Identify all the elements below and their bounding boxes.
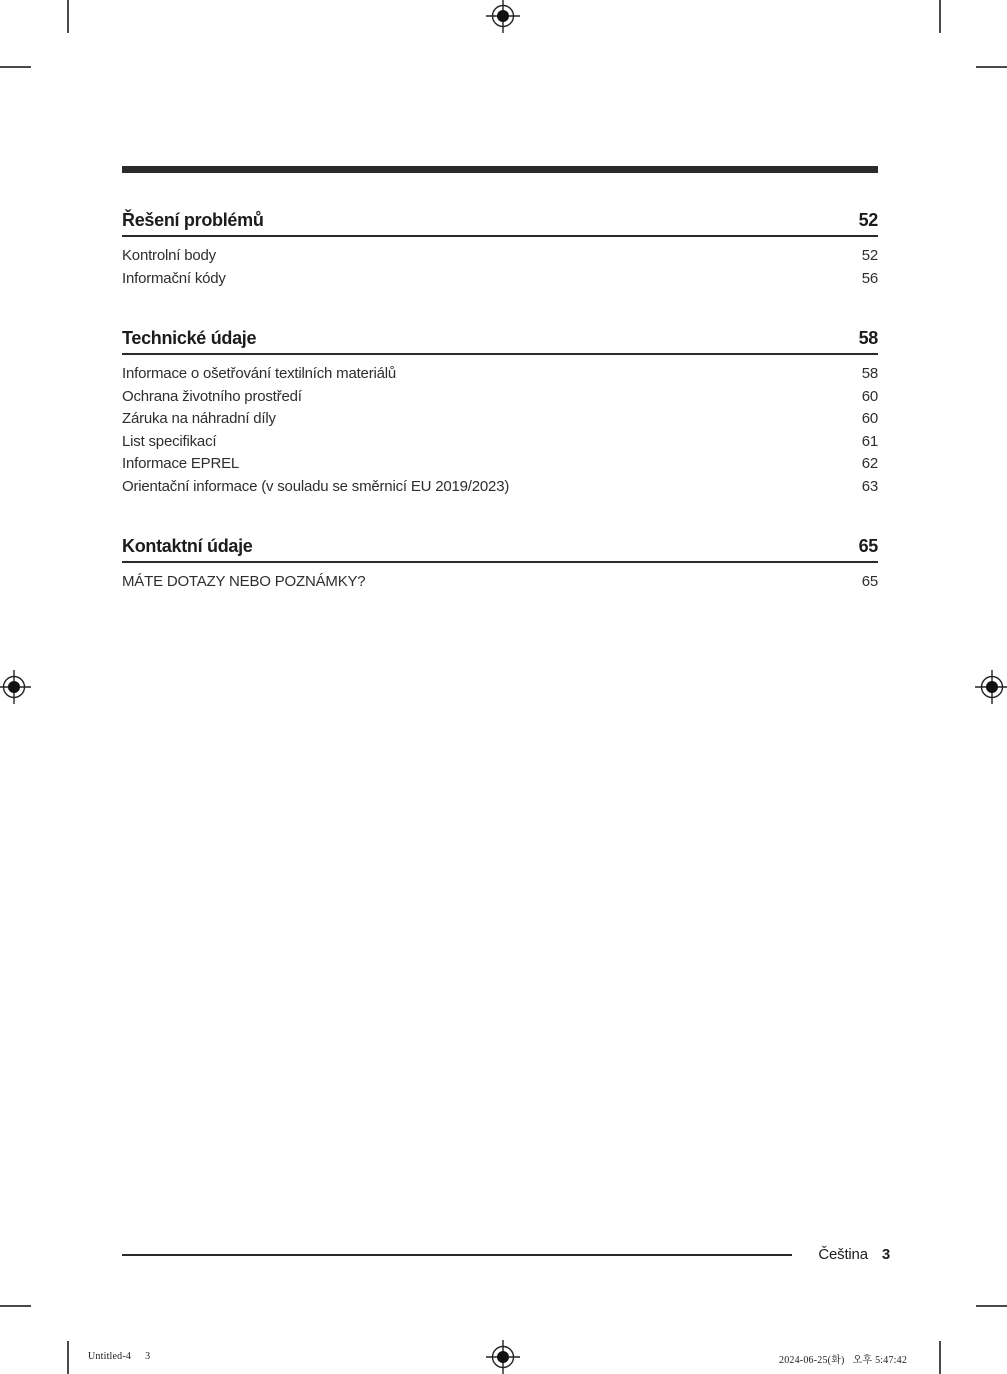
toc-content bbox=[122, 166, 878, 594]
registration-mark-left-middle-icon bbox=[0, 670, 31, 704]
toc-entry-page-number: 56 bbox=[861, 269, 878, 287]
crop-mark-bottom-right-vertical bbox=[939, 1341, 941, 1374]
footer-rule bbox=[122, 1254, 792, 1256]
toc-entry-row bbox=[122, 268, 878, 291]
toc-section bbox=[122, 209, 878, 290]
toc-entry-label: List specifikací bbox=[122, 432, 217, 450]
toc-entry-row bbox=[122, 386, 878, 409]
print-info-datetime: 2024-06-25(화) 오후 5:47:42 bbox=[779, 1355, 908, 1366]
toc-entry-page-number: 61 bbox=[861, 432, 878, 450]
section-entries bbox=[122, 245, 878, 290]
section-entries bbox=[122, 363, 878, 498]
section-heading-row bbox=[122, 327, 878, 355]
toc-section bbox=[122, 535, 878, 594]
toc-entry-page-number: 63 bbox=[861, 477, 878, 495]
section-title: Řešení problémů bbox=[122, 210, 264, 230]
section-entries bbox=[122, 571, 878, 594]
toc-entry-page-number: 52 bbox=[861, 247, 878, 264]
registration-mark-bottom-center-icon bbox=[486, 1340, 520, 1374]
toc-entry-row bbox=[122, 245, 878, 268]
section-title: Technické údaje bbox=[122, 328, 257, 348]
crop-mark-top-right-horizontal bbox=[976, 66, 1007, 68]
crop-mark-top-left-horizontal bbox=[0, 66, 31, 68]
toc-entry-label: Informační kódy bbox=[122, 269, 226, 287]
toc-entry-row bbox=[122, 476, 878, 499]
footer bbox=[800, 1246, 890, 1263]
top-divider-bar bbox=[122, 166, 878, 173]
print-info-left bbox=[88, 1351, 150, 1362]
section-page-number: 52 bbox=[858, 210, 878, 230]
section-title: Kontaktní údaje bbox=[122, 536, 253, 556]
crop-mark-top-left-vertical bbox=[67, 0, 69, 33]
toc-entry-label: Ochrana životního prostředí bbox=[122, 387, 302, 405]
toc-entry-label: Kontrolní body bbox=[122, 247, 216, 264]
crop-mark-bottom-right-horizontal bbox=[976, 1305, 1007, 1307]
toc-section bbox=[122, 327, 878, 498]
toc-entry-label: Informace EPREL bbox=[122, 455, 240, 472]
section-page-number: 58 bbox=[858, 328, 878, 348]
toc-entry-label: Záruka na náhradní díly bbox=[122, 410, 276, 427]
crop-mark-bottom-left-vertical bbox=[67, 1341, 69, 1374]
print-info-left-page: 3 bbox=[145, 1351, 151, 1362]
toc-entry-label: Orientační informace (v souladu se směrnicí EU 2019/2023) bbox=[122, 477, 510, 495]
crop-mark-bottom-left-horizontal bbox=[0, 1305, 31, 1307]
toc-entry-label: MÁTE DOTAZY NEBO POZNÁMKY? bbox=[122, 573, 366, 590]
footer-language-label: Čeština bbox=[818, 1246, 868, 1263]
toc-entry-page-number: 65 bbox=[861, 573, 878, 590]
print-info-file-label: Untitled-4 bbox=[88, 1351, 132, 1362]
toc-entry-row bbox=[122, 571, 878, 594]
toc-entry-page-number: 60 bbox=[861, 410, 878, 427]
section-heading-row bbox=[122, 535, 878, 563]
toc-entry-page-number: 60 bbox=[861, 387, 878, 405]
crop-mark-top-right-vertical bbox=[939, 0, 941, 33]
toc-entry-label: Informace o ošetřování textilních materiálů bbox=[122, 365, 397, 382]
toc-entry-row bbox=[122, 431, 878, 454]
section-page-number: 65 bbox=[858, 536, 878, 556]
toc-entry-page-number: 62 bbox=[861, 455, 878, 472]
toc-entry-row bbox=[122, 408, 878, 431]
toc-entry-row bbox=[122, 363, 878, 386]
toc-entry-row bbox=[122, 453, 878, 476]
footer-page-number: 3 bbox=[881, 1246, 890, 1263]
registration-mark-top-center-icon bbox=[486, 0, 520, 33]
toc-sections bbox=[122, 209, 878, 594]
registration-mark-right-middle-icon bbox=[975, 670, 1007, 704]
toc-entry-page-number: 58 bbox=[861, 365, 878, 382]
section-heading-row bbox=[122, 209, 878, 237]
